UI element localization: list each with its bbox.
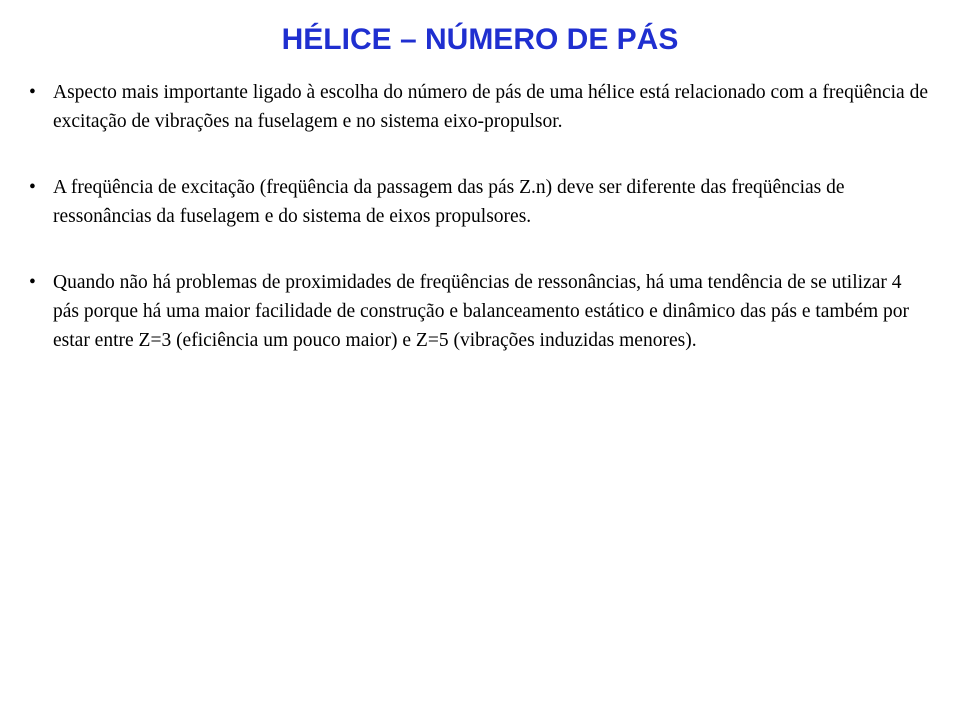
bullet-item (29, 78, 929, 136)
bullet-list (29, 78, 929, 355)
bullet-text: Quando não há problemas de proximidades de freqüências de ressonâncias, há uma tendência de se utilizar 4 pás porque há uma maior facilidade de construção e balanceamento estático e dinâmico das pás e também por estar entre Z=3 (eficiência um pouco maior) e Z=5 (vibrações induzidas menores). (53, 272, 910, 351)
bullet-dot-icon: • (29, 177, 36, 198)
bullet-item (29, 173, 929, 231)
bullet-item (29, 268, 929, 355)
bullet-text: A freqüência de excitação (freqüência da passagem das pás Z.n) deve ser diferente das freqüências de ressonâncias da fuselagem e do sistema de eixos propulsores. (53, 177, 845, 227)
bullet-text: Aspecto mais importante ligado à escolha do número de pás de uma hélice está relacionado com a freqüência de excitação de vibrações na fuselagem e no sistema eixo-propulsor. (53, 82, 928, 132)
slide-title: HÉLICE – NÚMERO DE PÁS (281, 23, 679, 56)
bullet-dot-icon: • (29, 82, 36, 103)
bullet-dot-icon: • (29, 272, 36, 293)
